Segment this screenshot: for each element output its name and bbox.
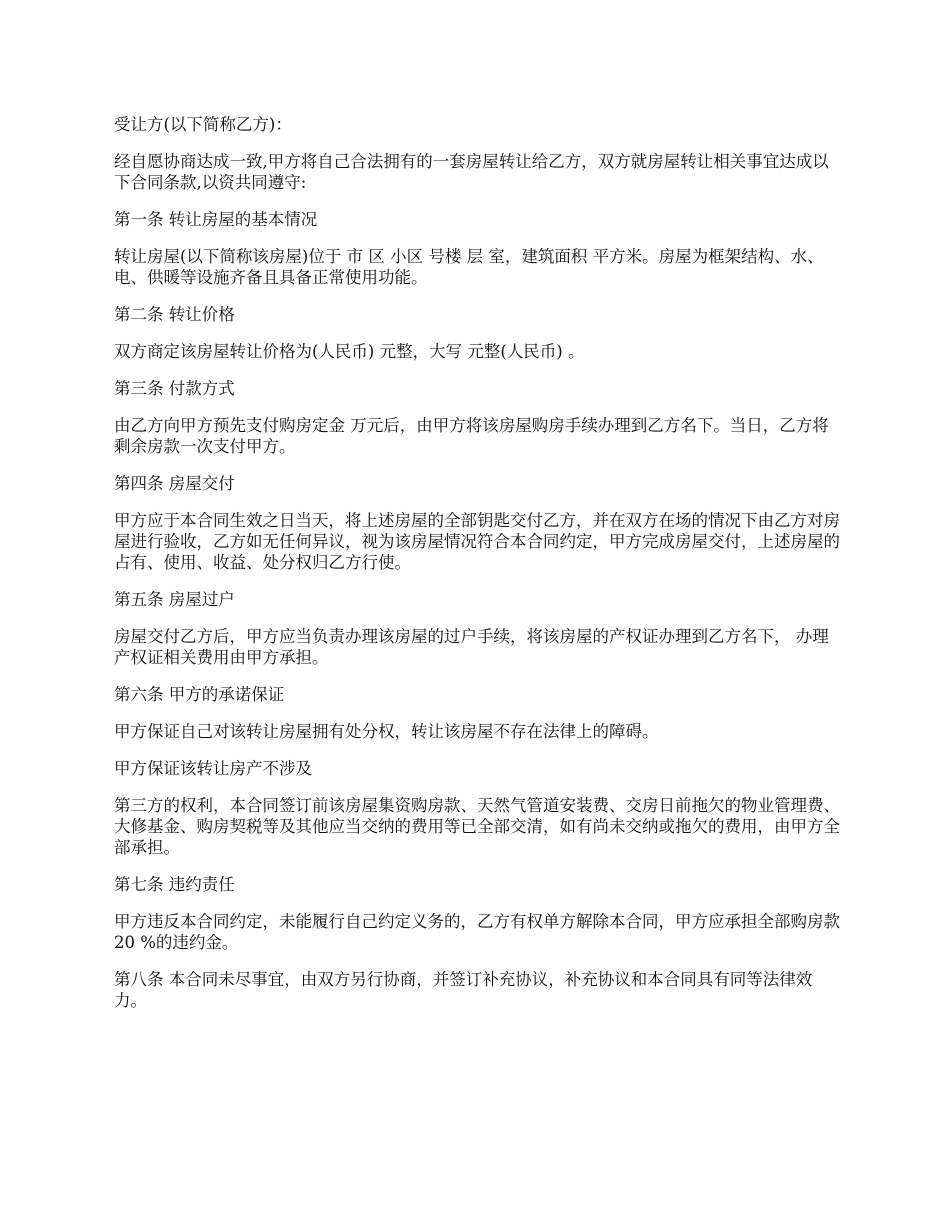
article-1-heading: 第一条 转让房屋的基本情况 xyxy=(114,210,318,229)
article-5-body: 房屋交付乙方后，甲方应当负责办理该房屋的过户手续，将该房屋的产权证办理到乙方名下， 办理产权证相关费用由甲方承担。 xyxy=(114,627,829,667)
article-6-heading: 第六条 甲方的承诺保证 xyxy=(114,685,285,704)
article-3-body: 由乙方向甲方预先支付购房定金 万元后，由甲方将该房屋购房手续办理到乙方名下。当日，乙方将剩余房款一次支付甲方。 xyxy=(114,416,829,456)
paragraph-preamble: 经自愿协商达成一致,甲方将自己合法拥有的一套房屋转让给乙方，双方就房屋转让相关事宜达成以下合同条款,以资共同遵守: xyxy=(114,152,829,192)
article-4-body: 甲方应于本合同生效之日当天，将上述房屋的全部钥匙交付乙方，并在双方在场的情况下由乙方对房屋进行验收，乙方如无任何异议，视为该房屋情况符合本合同约定，甲方完成房屋交付，上述房屋的占有、使用、收益、处分权归乙方行使。 xyxy=(114,511,840,572)
article-7-heading: 第七条 违约责任 xyxy=(114,875,235,894)
article-5-heading: 第五条 房屋过户 xyxy=(114,590,235,609)
article-6-body-1: 甲方保证自己对该转让房屋拥有处分权，转让该房屋不存在法律上的障碍。 xyxy=(114,722,659,741)
article-2-body: 双方商定该房屋转让价格为(人民币) 元整，大写 元整(人民币) 。 xyxy=(114,342,585,361)
article-3-heading: 第三条 付款方式 xyxy=(114,379,235,398)
article-6-body-3: 第三方的权利，本合同签订前该房屋集资购房款、天然气管道安装费、交房日前拖欠的物业管理费、大修基金、购房契税等及其他应当交纳的费用等已全部交清，如有尚未交纳或拖欠的费用，由甲方全部承担。 xyxy=(114,796,840,857)
article-8: 第八条 本合同未尽事宜，由双方另行协商，并签订补充协议，补充协议和本合同具有同等法律效力。 xyxy=(114,970,813,1010)
article-6-body-2: 甲方保证该转让房产不涉及 xyxy=(114,759,312,778)
article-2-heading: 第二条 转让价格 xyxy=(114,305,235,324)
article-7-body: 甲方违反本合同约定，未能履行自己约定义务的，乙方有权单方解除本合同，甲方应承担全部购房款 20 %的违约金。 xyxy=(114,912,840,952)
article-4-heading: 第四条 房屋交付 xyxy=(114,474,235,493)
paragraph-transferee: 受让方(以下简称乙方)： xyxy=(114,115,292,134)
document-page xyxy=(114,114,842,1027)
article-1-body: 转让房屋(以下简称该房屋)位于 市 区 小区 号楼 层 室，建筑面积 平方米。房屋为框架结构、水、电、供暖等设施齐备且具备正常使用功能。 xyxy=(114,247,824,287)
